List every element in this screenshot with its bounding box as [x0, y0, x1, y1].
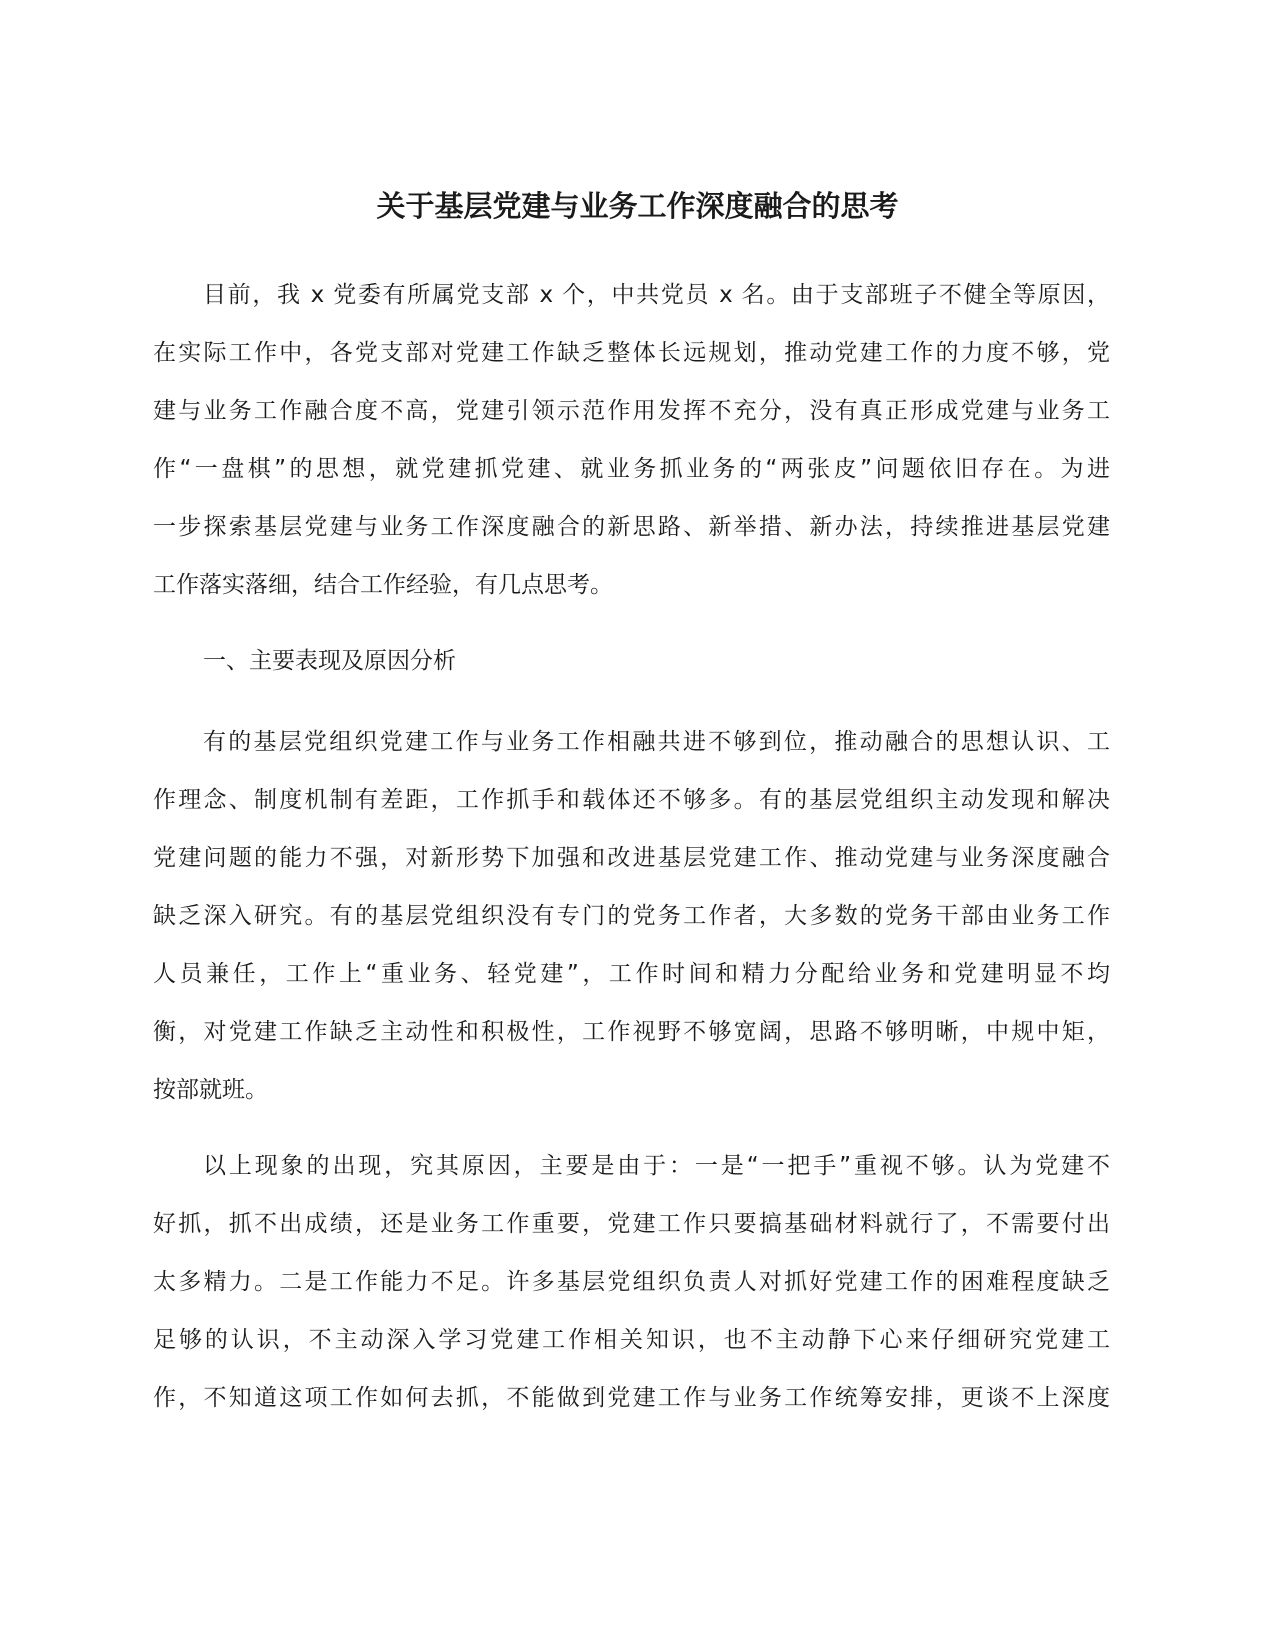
paragraph-line: 在实际工作中，各党支部对党建工作缺乏整体长远规划，推动党建工作的力度不够，党	[153, 340, 1110, 366]
paragraph-line: 足够的认识，不主动深入学习党建工作相关知识，也不主动静下心来仔细研究党建工	[153, 1327, 1110, 1353]
section-heading-text: 一、主要表现及原因分析	[203, 648, 456, 674]
paragraph-line: 党建问题的能力不强，对新形势下加强和改进基层党建工作、推动党建与业务深度融合	[153, 845, 1110, 871]
paragraph-line: 目前，我 x 党委有所属党支部 x 个，中共党员 x 名。由于支部班子不健全等原因，	[203, 282, 1110, 308]
paragraph-line: 作理念、制度机制有差距，工作抓手和载体还不够多。有的基层党组织主动发现和解决	[153, 787, 1110, 813]
paragraph-line: 作，不知道这项工作如何去抓，不能做到党建工作与业务工作统筹安排，更谈不上深度	[153, 1385, 1110, 1411]
section-heading	[153, 632, 1110, 690]
paragraph-line: 以上现象的出现，究其原因，主要是由于：一是“一把手”重视不够。认为党建不	[203, 1153, 1110, 1179]
paragraph-main-manifestations	[153, 713, 1110, 1119]
paragraph-line: 衡，对党建工作缺乏主动性和积极性，工作视野不够宽阔，思路不够明晰，中规中矩，	[153, 1019, 1110, 1045]
document-title: 关于基层党建与业务工作深度融合的思考	[376, 189, 899, 223]
paragraph-line: 人员兼任，工作上“重业务、轻党建”，工作时间和精力分配给业务和党建明显不均	[153, 961, 1110, 987]
paragraph-cause-analysis	[153, 1137, 1110, 1427]
paragraph-line: 太多精力。二是工作能力不足。许多基层党组织负责人对抓好党建工作的困难程度缺乏	[153, 1269, 1110, 1295]
paragraph-line: 建与业务工作融合度不高，党建引领示范作用发挥不充分，没有真正形成党建与业务工	[153, 398, 1110, 424]
paragraph-current-situation	[153, 266, 1110, 614]
paragraph-line: 好抓，抓不出成绩，还是业务工作重要，党建工作只要搞基础材料就行了，不需要付出	[153, 1211, 1110, 1237]
paragraph-line: 工作落实落细，结合工作经验，有几点思考。	[153, 572, 613, 598]
paragraph-line: 缺乏深入研究。有的基层党组织没有专门的党务工作者，大多数的党务干部由业务工作	[153, 903, 1110, 929]
paragraph-line: 作“一盘棋”的思想，就党建抓党建、就业务抓业务的“两张皮”问题依旧存在。为进	[153, 456, 1110, 482]
paragraph-line: 一步探索基层党建与业务工作深度融合的新思路、新举措、新办法，持续推进基层党建	[153, 514, 1110, 540]
paragraph-line: 有的基层党组织党建工作与业务工作相融共进不够到位，推动融合的思想认识、工	[203, 729, 1110, 755]
paragraph-line: 按部就班。	[153, 1077, 268, 1103]
